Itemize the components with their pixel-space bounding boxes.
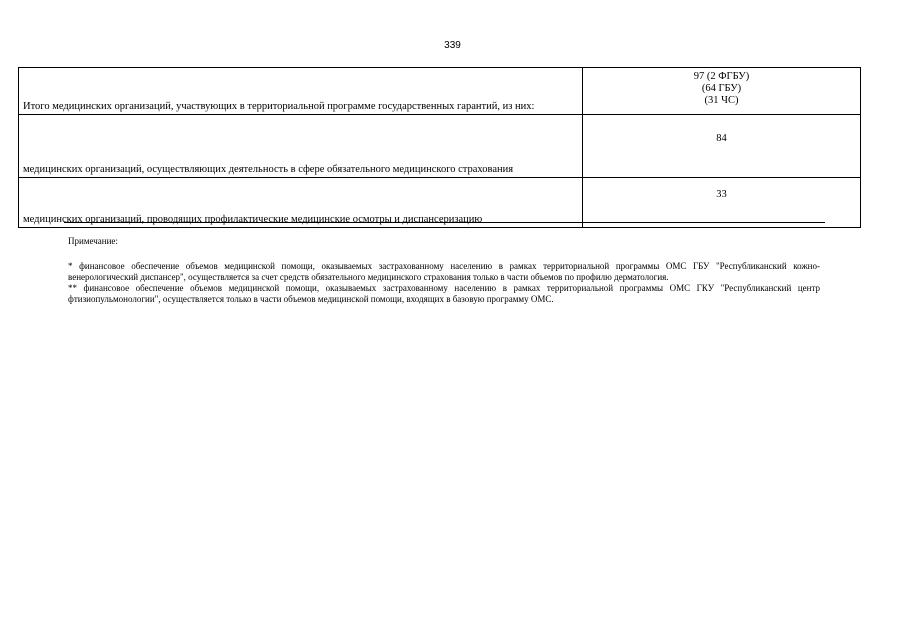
notes-divider xyxy=(64,222,825,223)
row-value: 33 xyxy=(716,189,727,200)
row-value-cell xyxy=(583,115,861,178)
row-value: (31 ЧС) xyxy=(704,95,739,106)
row-value: (64 ГБУ) xyxy=(701,83,742,94)
row-label: медицинских организаций, осуществляющих деятельность в сфере обязательного медицинского страхования xyxy=(19,115,583,178)
table-row xyxy=(19,178,861,228)
notes-title: Примечание: xyxy=(68,236,118,246)
row-value-cell xyxy=(583,178,861,228)
notes-section xyxy=(68,236,820,305)
row-value-cell xyxy=(583,68,861,115)
row-value: 97 (2 ФГБУ) xyxy=(693,71,750,82)
row-label: Итого медицинских организаций, участвующих в территориальной программе государственных гарантий, из них: xyxy=(19,68,583,115)
page-number: 339 xyxy=(444,40,461,51)
row-label: медицинских организаций, проводящих профилактические медицинские осмотры и диспансеризацию xyxy=(19,178,583,228)
table-row xyxy=(19,68,861,115)
note-item: * финансовое обеспечение объемов медицинской помощи, оказываемых застрахованному населению в рамках территориальной программы ОМС ГБУ "Республиканский кожно-венерологический диспансер", осуществляется за счет средств обязательного медицинского страхования только в части объемов по профилю дерматология. xyxy=(68,261,820,282)
table-row xyxy=(19,115,861,178)
note-item: ** финансовое обеспечение объемов медицинской помощи, оказываемых застрахованному населению в рамках территориальной программы ОМС ГКУ "Республиканский центр фтизиопульмонологии", осуществляется только в части объемов медицинской помощи, входящих в базовую программу ОМС. xyxy=(68,283,820,304)
medical-organizations-table xyxy=(18,67,861,228)
row-value: 84 xyxy=(716,133,727,144)
